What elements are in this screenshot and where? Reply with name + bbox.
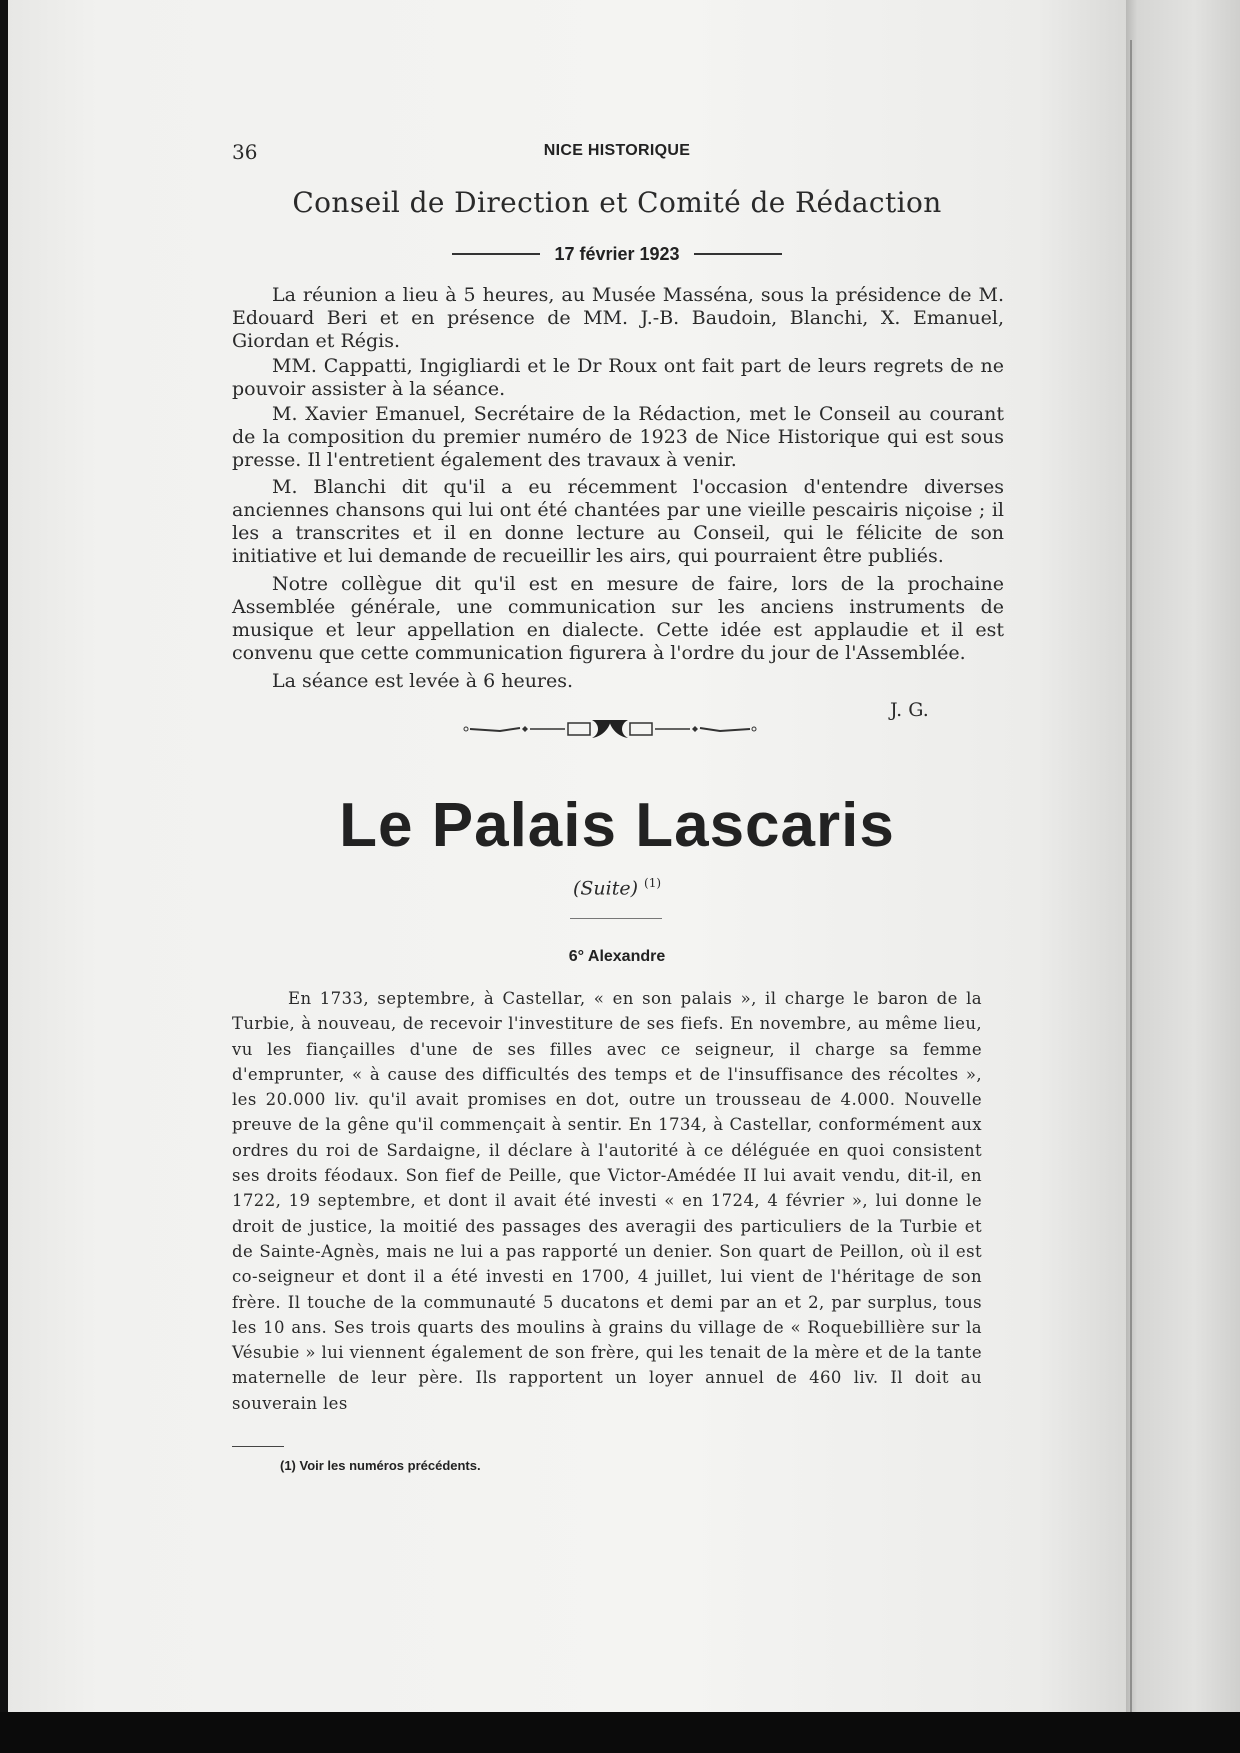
running-head: [232, 140, 1002, 164]
meeting-paragraph-2: MM. Cappatti, Ingigliardi et le Dr Roux ont fait part de leurs regrets de ne pouvoir assister à la séance.: [232, 355, 1004, 400]
ornament-divider-icon: [460, 714, 760, 744]
journal-title: NICE HISTORIQUE: [543, 142, 691, 159]
meeting-paragraph-3: M. Xavier Emanuel, Secrétaire de la Rédaction, met le Conseil au courant de la composition du premier numéro de 1923 de Nice Historique qui est sous presse. Il l'entretient également des travaux à venir.: [232, 403, 1004, 471]
subtitle-rule: [570, 918, 662, 919]
meeting-paragraph-1: La réunion a lieu à 5 heures, au Musée Masséna, sous la présidence de M. Edouard Beri et en présence de MM. J.-B. Baudoin, Blanchi, X. Emanuel, Giordan et Régis.: [232, 284, 1004, 352]
underlying-page: [1126, 0, 1240, 1730]
article-body: En 1733, septembre, à Castellar, « en son palais », il charge le baron de la Turbie, à nouveau, de recevoir l'investiture de ses fiefs. En novembre, au même lieu, vu les fiançailles d'une de ses filles avec ce seigneur, il charge sa femme d'emprunter, « à cause des difficultés des temps et de l'insuffisance des récoltes », les 20.000 liv. qu'il avait promises en dot, outre un trousseau de 4.000. Nouvelle preuve de la gêne qu'il commençait à sentir. En 1734, à Castellar, conformément aux ordres du roi de Sardaigne, il déclare à l'autorité à ce déléguée en quoi consistent ses droits féodaux. Son fief de Peille, que Victor-Amédée II lui avait vendu, dit-il, en 1722, 19 septembre, et dont il avait été investi « en 1724, 4 février », lui donne le droit de justice, la moitié des passages des averagii des particuliers de la Turbie et de Sainte-Agnès, mais ne lui a pas rapporté un denier. Son quart de Peillon, où il est co-seigneur et dont il a été investi en 1700, 4 juillet, lui vient de l'héritage de son frère. Il touche de la communauté 5 ducatons et demi par an et 2, par surplus, tous les 10 ans. Ses trois quarts des moulins à grains du village de « Roquebillière sur la Vésubie » lui viennent également de son frère, qui les tenait de la mère et de la tante maternelle de leur père. Ils rapportent un loyer annuel de 460 liv. Il doit au souverain les: [232, 989, 982, 1413]
signature: J. G.: [890, 699, 929, 721]
footnote-rule: [232, 1446, 284, 1447]
article-title: Le Palais Lascaris: [339, 791, 895, 860]
meeting-title: Conseil de Direction et Comité de Rédaction: [292, 186, 942, 219]
page-number: 36: [232, 140, 258, 164]
meeting-paragraph-6: La séance est levée à 6 heures.: [272, 670, 574, 692]
footnote: (1) Voir les numéros précédents.: [280, 1458, 481, 1473]
article-subtitle: [232, 876, 1002, 899]
meeting-date-line: [232, 242, 1002, 266]
meeting-paragraph-4: M. Blanchi dit qu'il a eu récemment l'occasion d'entendre diverses anciennes chansons qui lui ont été chantées par une vieille pescairis niçoise ; il les a transcrites et il en donne lecture au Conseil, qui le félicite de son initiative et lui demande de recueillir les airs, qui pourraient être publiés.: [232, 476, 1004, 567]
meeting-paragraph-5: Notre collègue dit qu'il est en mesure de faire, lors de la prochaine Assemblée générale, une communication sur les anciens instruments de musique et leur appellation en dialecte. Cette idée est applaudie et il est convenu que cette communication figurera à l'ordre du jour de l'Assemblée.: [232, 573, 1004, 664]
page-fold-shadow: [1130, 40, 1132, 1730]
subtitle-text: (Suite): [572, 877, 638, 900]
date-rule-left: [452, 253, 540, 255]
meeting-date: 17 février 1923: [554, 243, 680, 264]
date-rule-right: [694, 253, 782, 255]
section-heading: 6° Alexandre: [568, 948, 666, 965]
footnote-marker: (1): [644, 876, 662, 890]
scan-bottom-border: [0, 1712, 1240, 1753]
